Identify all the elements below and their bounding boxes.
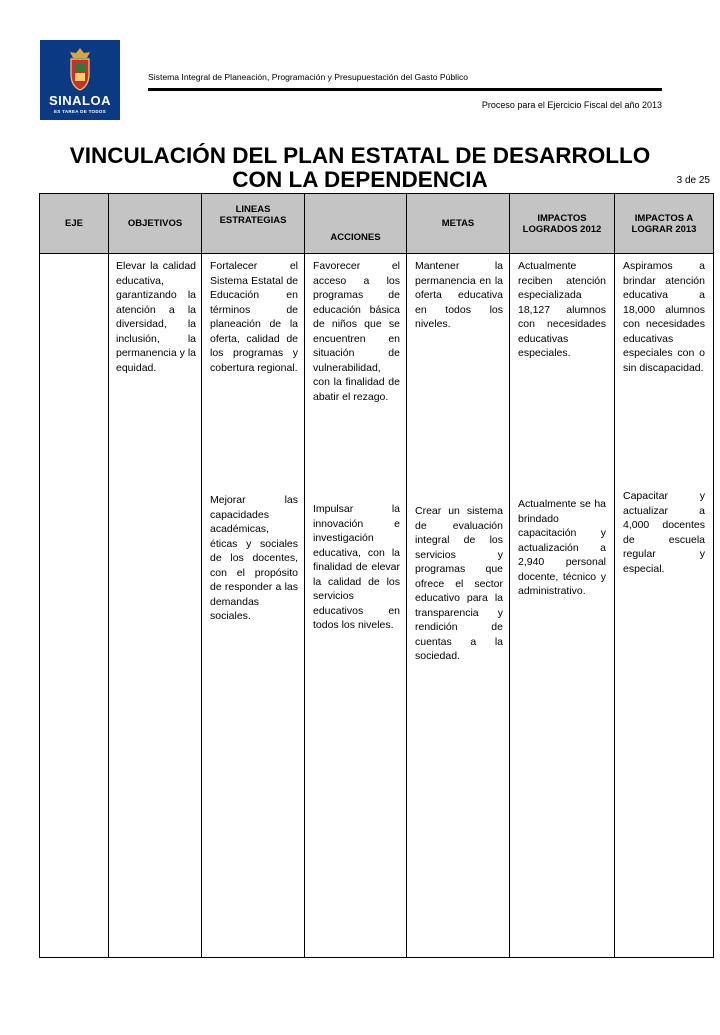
accion-text-2: Impulsar la innovación e investigación educativa, con la finalidad de elevar la calidad de los servicios educativos en todos los niveles. — [313, 503, 400, 631]
page-number: 3 de 25 — [676, 175, 710, 186]
logo-text: SINALOA — [49, 93, 111, 108]
page-title — [0, 144, 720, 192]
header-impactos-logrados: IMPACTOS LOGRADOS 2012 — [510, 194, 615, 254]
cell-lineas — [202, 254, 305, 958]
cell-impactos-logrados — [510, 254, 615, 958]
sinaloa-logo — [40, 40, 120, 120]
cell-objetivos — [109, 254, 202, 958]
process-label: Proceso para el Ejercicio Fiscal del año 2013 — [481, 100, 662, 110]
header-acciones: ACCIONES — [305, 194, 407, 254]
linkage-table — [39, 193, 714, 958]
cell-impactos-a-lograr — [615, 254, 714, 958]
meta-text-1: Mantener la permanencia en la oferta educativa en todos los niveles. — [415, 260, 503, 330]
lograr-text-1: Aspiramos a brindar atención educativa a 18,000 alumnos con necesidades educativas especiales con o sin discapacidad. — [623, 260, 705, 374]
title-line-2: CON LA DEPENDENCIA — [232, 167, 488, 192]
header-lineas-estrategias: LINEAS ESTRATEGIAS — [202, 194, 305, 254]
header-eje: EJE — [40, 194, 109, 254]
header-impactos-a-lograr: IMPACTOS A LOGRAR 2013 — [615, 194, 714, 254]
header-objetivos: OBJETIVOS — [109, 194, 202, 254]
cell-eje — [40, 254, 109, 958]
logrado-text-1: Actualmente reciben atención especializada 18,127 alumnos con necesidades educativas especiales. — [518, 260, 606, 359]
logo-subtext: ES TAREA DE TODOS — [53, 109, 107, 114]
accion-text-1: Favorecer el acceso a los programas de educación básica de niños que se encuentren en situación de vulnerabilidad, con la finalidad de abatir el rezago. — [313, 260, 400, 403]
header-rule — [148, 88, 662, 91]
objetivo-text: Elevar la calidad educativa, garantizando la atención a la diversidad, la inclusión, la permanencia y la equidad. — [116, 260, 196, 374]
cell-acciones — [305, 254, 407, 958]
title-line-1: VINCULACIÓN DEL PLAN ESTATAL DE DESARROLLO — [69, 143, 651, 168]
coat-of-arms-icon — [63, 46, 97, 92]
cell-metas — [407, 254, 510, 958]
lograr-text-2: Capacitar y actualizar a 4,000 docentes de escuela regular y especial. — [623, 490, 705, 575]
logrado-text-2: Actualmente se ha brindado capacitación y actualización a 2,940 personal docente, técnico y administrativo. — [518, 498, 606, 597]
meta-text-2: Crear un sistema de evaluación integral de los servicios y programas que ofrece el sector educativo para la transparencia y rendición de cuentas a la sociedad. — [415, 505, 503, 662]
header-metas: METAS — [407, 194, 510, 254]
table-header-row — [40, 194, 714, 254]
table-row — [40, 254, 714, 958]
linea-text-1: Fortalecer el Sistema Estatal de Educación en términos de planeación de la oferta, calidad de los programas y cobertura regional. — [210, 260, 298, 374]
linea-text-2: Mejorar las capacidades académicas, éticas y sociales de los docentes, con el propósito de responder a las demandas sociales. — [210, 494, 298, 622]
system-name: Sistema Integral de Planeación, Programación y Presupuestación del Gasto Público — [148, 72, 469, 82]
